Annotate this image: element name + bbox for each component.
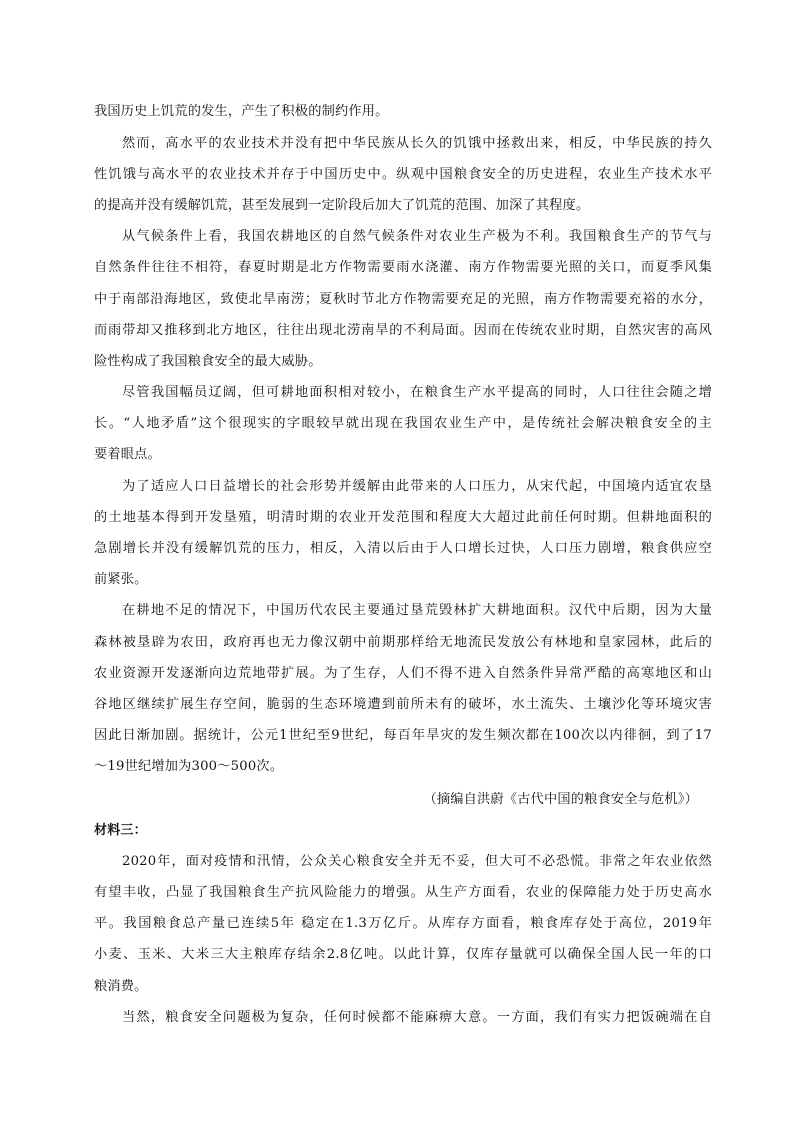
text-line: 长。“人地矛盾”这个很现实的字眼较早就出现在我国农业生产中，是传统社会解决粮食安全的主 [94,416,712,431]
paragraph-start-line: 然而，高水平的农业技术并没有把中华民族从长久的饥饿中拯救出来，相反，中华民族的持久 [122,136,712,151]
text-line: 而雨带却又推移到北方地区，往往出现北涝南旱的不利局面。因而在传统农业时期，自然灾害的高风 [94,323,712,338]
text-line: 我国历史上饥荒的发生，产生了积极的制约作用。 [94,104,389,119]
text-line: ～19世纪增加为300～500次。 [94,759,284,774]
text-line: 有望丰收，凸显了我国粮食生产抗风险能力的增强。从生产方面看，农业的保障能力处于历史高水 [94,885,712,900]
text-line: 要着眼点。 [94,447,161,462]
text-line: 森林被垦辟为农田，政府再也无力像汉朝中前期那样给无地流民发放公有林地和皇家园林，此后的 [94,635,712,650]
paragraph-start-line: 从气候条件上看，我国农耕地区的自然气候条件对农业生产极为不利。我国粮食生产的节气与 [122,229,712,244]
text-line: 自然条件往往不相符，春夏时期是北方作物需要雨水浇灌、南方作物需要光照的关口，而夏季风集 [94,260,712,275]
source-citation: （摘编自洪蔚《古代中国的粮食安全与危机》） [423,792,698,807]
paragraph-start-line: 为了适应人口日益增长的社会形势并缓解由此带来的人口压力，从宋代起，中国境内适宜农垦 [122,479,712,494]
text-line: 小麦、玉米、大米三大主粮库存结余2.8亿吨。以此计算，仅库存量就可以确保全国人民一年的口 [94,947,712,962]
paragraph-start-line: 当然，粮食安全问题极为复杂，任何时候都不能麻痹大意。一方面，我们有实力把饭碗端在自 [122,1010,712,1025]
text-line: 谷地区继续扩展生存空间，脆弱的生态环境遭到前所未有的破坏，水土流失、土壤沙化等环境灾害 [94,697,712,712]
text-line: 险性构成了我国粮食安全的最大威胁。 [94,354,322,369]
text-line: 急剧增长并没有缓解饥荒的压力，相反，入清以后由于人口增长过快，人口压力剧增，粮食供应空 [94,541,712,556]
text-line: 农业资源开发逐渐向边荒地带扩展。为了生存，人们不得不进入自然条件异常严酷的高寒地区和山 [94,666,712,681]
text-line: 前紧张。 [94,572,148,587]
paragraph-start-line: 在耕地不足的情况下，中国历代农民主要通过垦荒毁林扩大耕地面积。汉代中后期，因为大量 [122,603,712,618]
text-line: 粮消费。 [94,979,148,994]
text-line: 的土地基本得到开发垦殖，明清时期的农业开发范围和程度大大超过此前任何时期。但耕地面积的 [94,510,712,525]
section-heading: 材料三： [94,823,147,838]
text-line: 平。我国粮食总产量已连续5年 稳定在1.3万亿斤。从库存方面看，粮食库存处于高位，2019年 [94,916,712,931]
paragraph-start-line: 尽管我国幅员辽阔，但可耕地面积相对较小，在粮食生产水平提高的同时，人口往往会随之增 [122,385,712,400]
text-line: 性饥饿与高水平的农业技术并存于中国历史中。纵观中国粮食安全的历史进程，农业生产技术水平 [94,167,712,182]
text-line: 因此日渐加剧。据统计，公元1世纪至9世纪，每百年旱灾的发生频次都在100次以内徘徊，到了17 [94,728,712,743]
paragraph-start-line: 2020年，面对疫情和汛情，公众关心粮食安全并无不妥，但大可不必恐慌。非常之年农业依然 [122,854,712,869]
text-line: 的提高并没有缓解饥荒，甚至发展到一定阶段后加大了饥荒的范围、加深了其程度。 [94,198,590,213]
text-line: 中于南部沿海地区，致使北旱南涝；夏秋时节北方作物需要充足的光照，南方作物需要充裕的水分， [94,292,712,307]
